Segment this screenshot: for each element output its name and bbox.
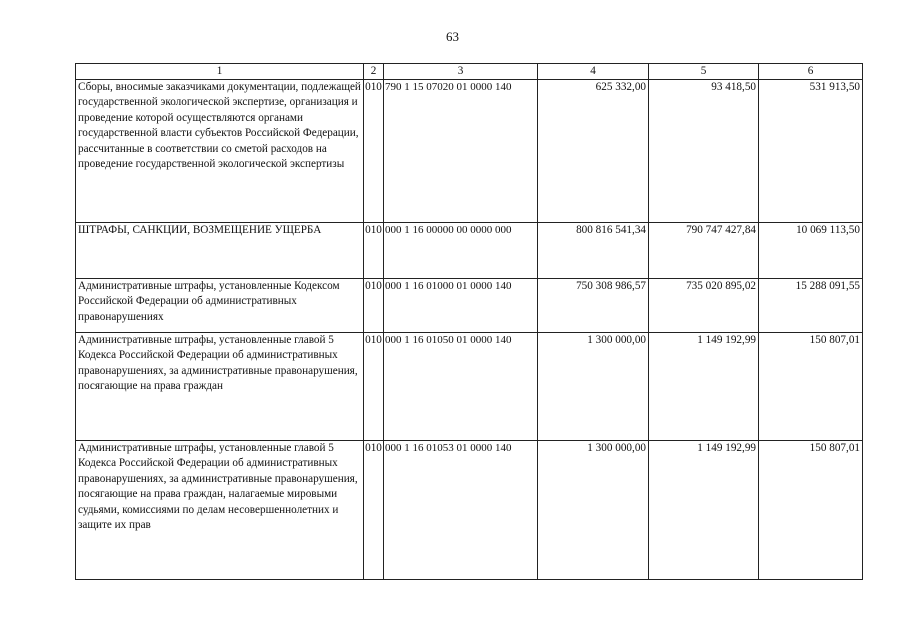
row-classification-code-cell: 000 1 16 01000 01 0000 140 bbox=[384, 279, 538, 333]
row-col5-cell: 93 418,50 bbox=[649, 80, 759, 223]
row-classification-code-cell: 790 1 15 07020 01 0000 140 bbox=[384, 80, 538, 223]
row-admin-code-cell: 010 bbox=[364, 441, 384, 580]
row-col5-cell: 1 149 192,99 bbox=[649, 333, 759, 441]
row-name-cell: Административные штрафы, установленные главой 5 Кодекса Российской Федерации об административных правонарушениях, за административные правонарушения, посягающие на права граждан, налагаемые мировыми судьями, комиссиями по делам несовершеннолетних и защите их прав bbox=[76, 441, 364, 580]
row-name-cell: Административные штрафы, установленные главой 5 Кодекса Российской Федерации об административных правонарушениях, за административные правонарушения, посягающие на права граждан bbox=[76, 333, 364, 441]
row-name-cell: ШТРАФЫ, САНКЦИИ, ВОЗМЕЩЕНИЕ УЩЕРБА bbox=[76, 223, 364, 279]
table-header-row bbox=[76, 64, 863, 80]
column-header-3: 3 bbox=[384, 64, 538, 80]
table-row bbox=[76, 223, 863, 279]
table-row bbox=[76, 333, 863, 441]
page-number: 63 bbox=[446, 29, 459, 44]
row-col6-cell: 15 288 091,55 bbox=[759, 279, 863, 333]
budget-revenue-table bbox=[75, 63, 863, 580]
row-col5-cell: 790 747 427,84 bbox=[649, 223, 759, 279]
column-header-1: 1 bbox=[76, 64, 364, 80]
row-name-cell: Сборы, вносимые заказчиками документации, подлежащей государственной экологической экспертизе, организация и проведение которой осуществляются органами государственной власти субъектов Российской Федерации, рассчитанные в соответствии со сметой расходов на проведение государственной экологической экспертизы bbox=[76, 80, 364, 223]
column-header-2: 2 bbox=[364, 64, 384, 80]
column-header-5: 5 bbox=[649, 64, 759, 80]
row-col6-cell: 531 913,50 bbox=[759, 80, 863, 223]
row-col6-cell: 150 807,01 bbox=[759, 333, 863, 441]
row-name-cell: Административные штрафы, установленные Кодексом Российской Федерации об административных правонарушениях bbox=[76, 279, 364, 333]
table-row bbox=[76, 441, 863, 580]
row-col4-cell: 625 332,00 bbox=[538, 80, 649, 223]
row-classification-code-cell: 000 1 16 00000 00 0000 000 bbox=[384, 223, 538, 279]
row-classification-code-cell: 000 1 16 01053 01 0000 140 bbox=[384, 441, 538, 580]
row-col6-cell: 150 807,01 bbox=[759, 441, 863, 580]
row-admin-code-cell: 010 bbox=[364, 80, 384, 223]
row-col4-cell: 800 816 541,34 bbox=[538, 223, 649, 279]
row-admin-code-cell: 010 bbox=[364, 223, 384, 279]
column-header-4: 4 bbox=[538, 64, 649, 80]
row-col4-cell: 750 308 986,57 bbox=[538, 279, 649, 333]
row-classification-code-cell: 000 1 16 01050 01 0000 140 bbox=[384, 333, 538, 441]
row-col4-cell: 1 300 000,00 bbox=[538, 441, 649, 580]
row-col4-cell: 1 300 000,00 bbox=[538, 333, 649, 441]
row-col5-cell: 735 020 895,02 bbox=[649, 279, 759, 333]
row-admin-code-cell: 010 bbox=[364, 279, 384, 333]
row-admin-code-cell: 010 bbox=[364, 333, 384, 441]
column-header-6: 6 bbox=[759, 64, 863, 80]
table-row bbox=[76, 80, 863, 223]
table-row bbox=[76, 279, 863, 333]
row-col5-cell: 1 149 192,99 bbox=[649, 441, 759, 580]
row-col6-cell: 10 069 113,50 bbox=[759, 223, 863, 279]
